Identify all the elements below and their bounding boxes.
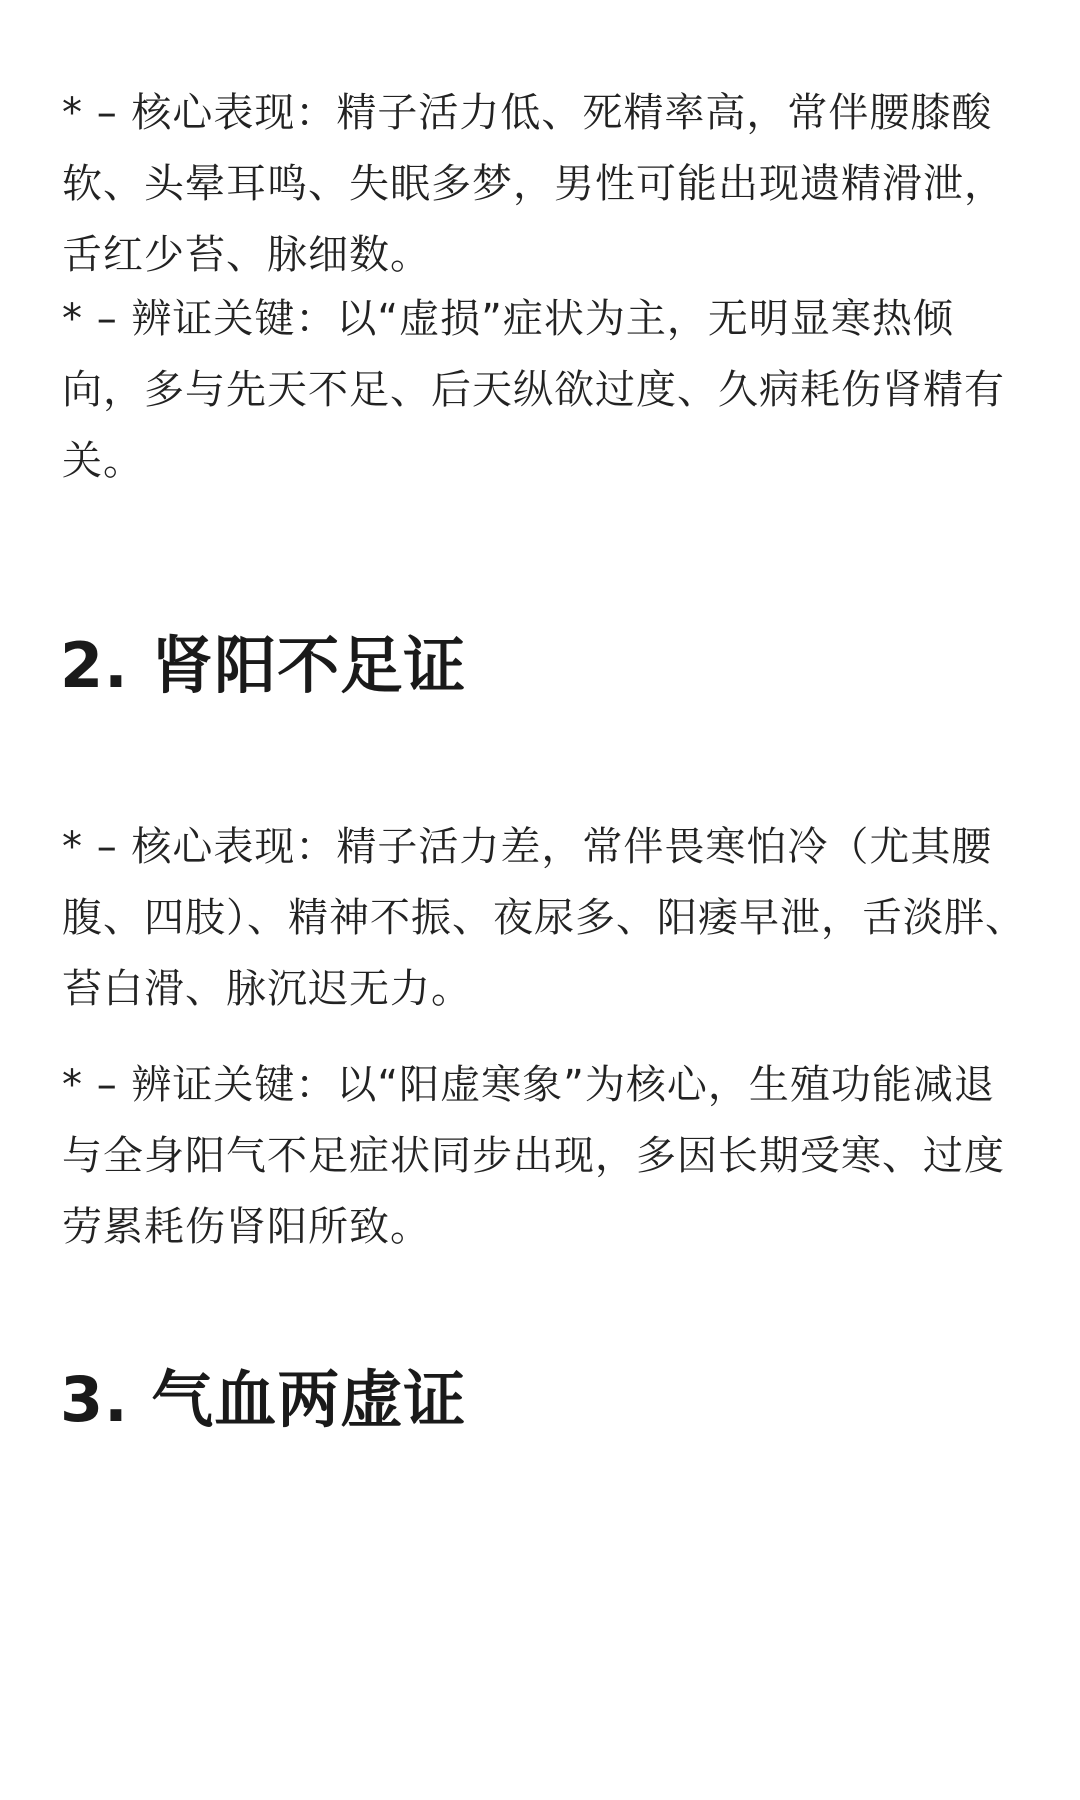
- paragraph-kidney-essence-diagnosis-key: * – 辨证关键：以“虚损”症状为主，无明显寒热倾向，多与先天不足、后天纵欲过度、久病耗伤肾精有关。: [62, 296, 1005, 484]
- paragraph-kidney-essence-core-symptoms: * – 核心表现：精子活力低、死精率高，常伴腰膝酸软、头晕耳鸣、失眠多梦，男性可能出现遗精滑泄，舌红少苔、脉细数。: [62, 90, 1005, 278]
- paragraph-kidney-yang-diagnosis-key: * – 辨证关键：以“阳虚寒象”为核心，生殖功能减退与全身阳气不足症状同步出现，多因长期受寒、过度劳累耗伤肾阳所致。: [62, 1062, 1005, 1250]
- heading-qi-blood-deficiency: 3. 气血两虚证: [60, 1363, 467, 1436]
- paragraph-kidney-yang-core-symptoms: * – 核心表现：精子活力差，常伴畏寒怕冷（尤其腰腹、四肢）、精神不振、夜尿多、阳痿早泄，舌淡胖、苔白滑、脉沉迟无力。: [62, 824, 1026, 1012]
- heading-kidney-yang-deficiency: 2. 肾阳不足证: [60, 629, 467, 702]
